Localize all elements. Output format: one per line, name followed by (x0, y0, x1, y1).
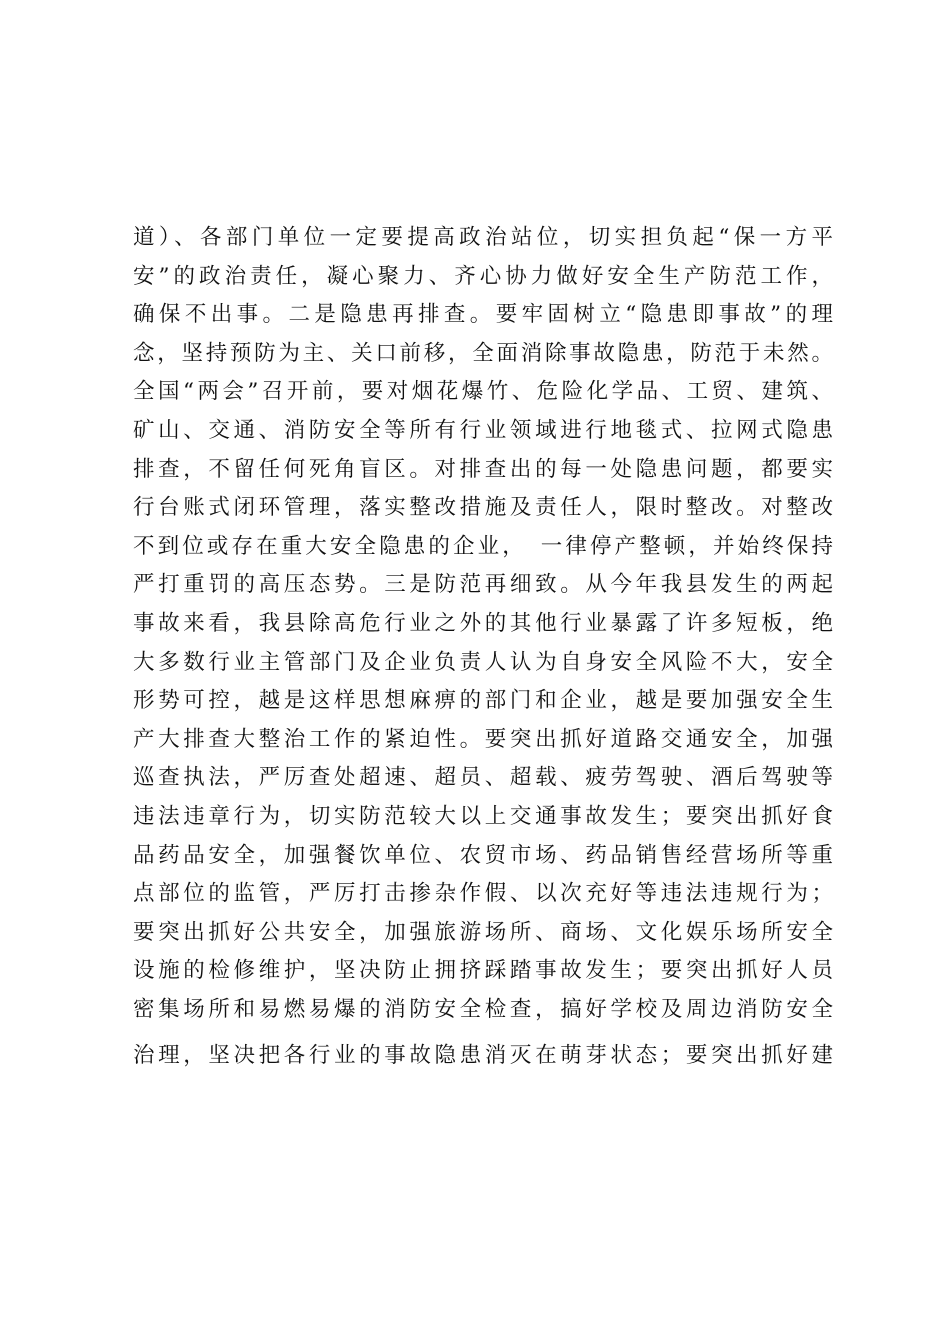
text-line: 不到位或存在重大安全隐患的企业， 一律停产整顿，并始终保持 (133, 533, 833, 559)
text-line: 品药品安全，加强餐饮单位、农贸市场、药品销售经营场所等重 (133, 842, 833, 868)
text-line: 矿山、交通、消防安全等所有行业领域进行地毯式、拉网式隐患 (133, 417, 833, 443)
text-line: 密集场所和易燃易爆的消防安全检查，搞好学校及周边消防安全 (133, 996, 833, 1022)
text-line: 违法违章行为，切实防范较大以上交通事故发生；要突出抓好食 (133, 803, 833, 829)
text-line: 产大排查大整治工作的紧迫性。要突出抓好道路交通安全，加强 (133, 726, 833, 752)
body-paragraph (133, 219, 833, 1076)
text-line: 形势可控，越是这样思想麻痹的部门和企业，越是要加强安全生 (133, 688, 833, 714)
text-line: 念，坚持预防为主、关口前移，全面消除事故隐患，防范于未然。 (133, 340, 833, 366)
text-line: 大多数行业主管部门及企业负责人认为自身安全风险不大，安全 (133, 649, 833, 675)
text-line: 全国“两会”召开前，要对烟花爆竹、危险化学品、工贸、建筑、 (133, 379, 833, 405)
text-line: 道）、各部门单位一定要提高政治站位，切实担负起“保一方平 (133, 225, 833, 250)
text-line: 点部位的监管，严厉打击掺杂作假、以次充好等违法违规行为； (133, 881, 833, 907)
text-line: 巡查执法，严厉查处超速、超员、超载、疲劳驾驶、酒后驾驶等 (133, 765, 833, 791)
text-line: 事故来看，我县除高危行业之外的其他行业暴露了许多短板，绝 (133, 610, 833, 636)
text-line: 安”的政治责任，凝心聚力、齐心协力做好安全生产防范工作， (133, 263, 833, 289)
text-line: 行台账式闭环管理，落实整改措施及责任人，限时整改。对整改 (133, 495, 833, 521)
text-line: 要突出抓好公共安全，加强旅游场所、商场、文化娱乐场所安全 (133, 919, 833, 945)
text-line: 排查，不留任何死角盲区。对排查出的每一处隐患问题，都要实 (133, 456, 833, 482)
text-line: 治理，坚决把各行业的事故隐患消灭在萌芽状态；要突出抓好建 (133, 1043, 833, 1069)
text-line: 设施的检修维护，坚决防止拥挤踩踏事故发生；要突出抓好人员 (133, 958, 833, 984)
text-line: 确保不出事。二是隐患再排查。要牢固树立“隐患即事故”的理 (133, 302, 833, 328)
text-line: 严打重罚的高压态势。三是防范再细致。从今年我县发生的两起 (133, 572, 833, 598)
